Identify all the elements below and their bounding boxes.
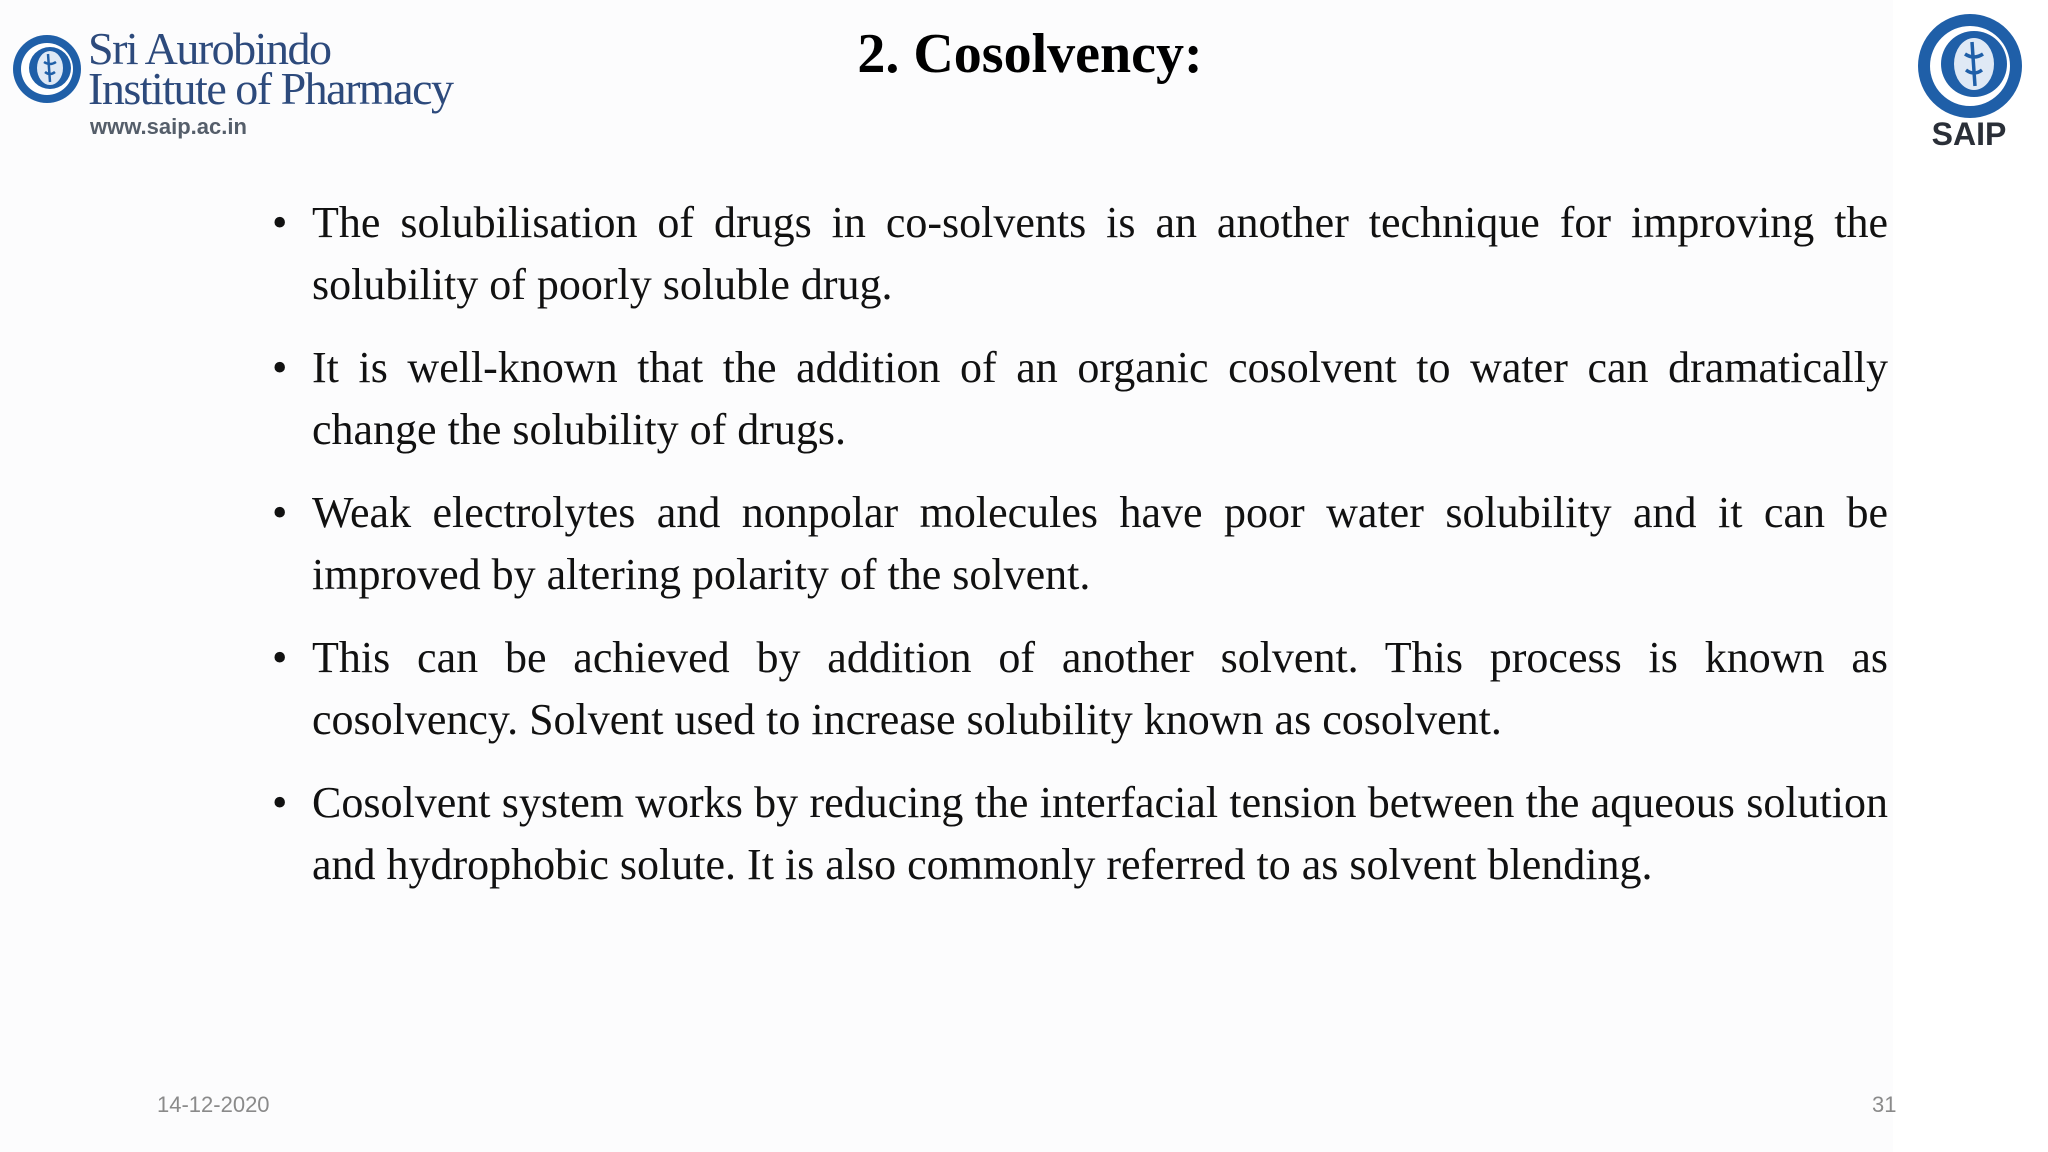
institute-website: www.saip.ac.in bbox=[90, 114, 247, 139]
bullet-item bbox=[268, 772, 1888, 896]
bullet-item bbox=[268, 192, 1888, 316]
institute-name-line-2: Institute of Pharmacy bbox=[88, 63, 453, 114]
institute-name-line-1: Sri Aurobindo bbox=[88, 23, 331, 74]
slide-date: 14-12-2020 bbox=[157, 1092, 270, 1117]
bullet-marker: • bbox=[272, 778, 288, 827]
institute-logo bbox=[10, 23, 480, 148]
bullet-item bbox=[268, 627, 1888, 751]
bullet-marker: • bbox=[272, 343, 288, 392]
bullet-marker: • bbox=[272, 198, 288, 247]
saip-emblem-icon bbox=[10, 32, 84, 106]
bullet-list bbox=[268, 192, 1888, 917]
saip-logo-text: SAIP bbox=[1931, 116, 2007, 152]
bullet-marker: • bbox=[272, 633, 288, 682]
saip-emblem-icon bbox=[1914, 10, 2026, 122]
bullet-text: The solubilisation of drugs in co-solvents is an another technique for improving the solubility of poorly soluble drug. bbox=[312, 198, 1888, 309]
slide-title: 2. Cosolvency: bbox=[857, 23, 1203, 85]
bullet-text: Cosolvent system works by reducing the interfacial tension between the aqueous solution and hydrophobic solute. It is also commonly referred to as solvent blending. bbox=[312, 778, 1888, 889]
bullet-item bbox=[268, 337, 1888, 461]
bullet-text: This can be achieved by addition of another solvent. This process is known as cosolvency. Solvent used to increase solubility known as cosolvent. bbox=[312, 633, 1888, 744]
saip-logo bbox=[1904, 10, 2034, 160]
slide-number: 31 bbox=[1872, 1092, 1897, 1117]
bullet-item bbox=[268, 482, 1888, 606]
bullet-text: It is well-known that the addition of an organic cosolvent to water can dramatically change the solubility of drugs. bbox=[312, 343, 1888, 454]
bullet-text: Weak electrolytes and nonpolar molecules have poor water solubility and it can be improved by altering polarity of the solvent. bbox=[312, 488, 1888, 599]
bullet-marker: • bbox=[272, 488, 288, 537]
